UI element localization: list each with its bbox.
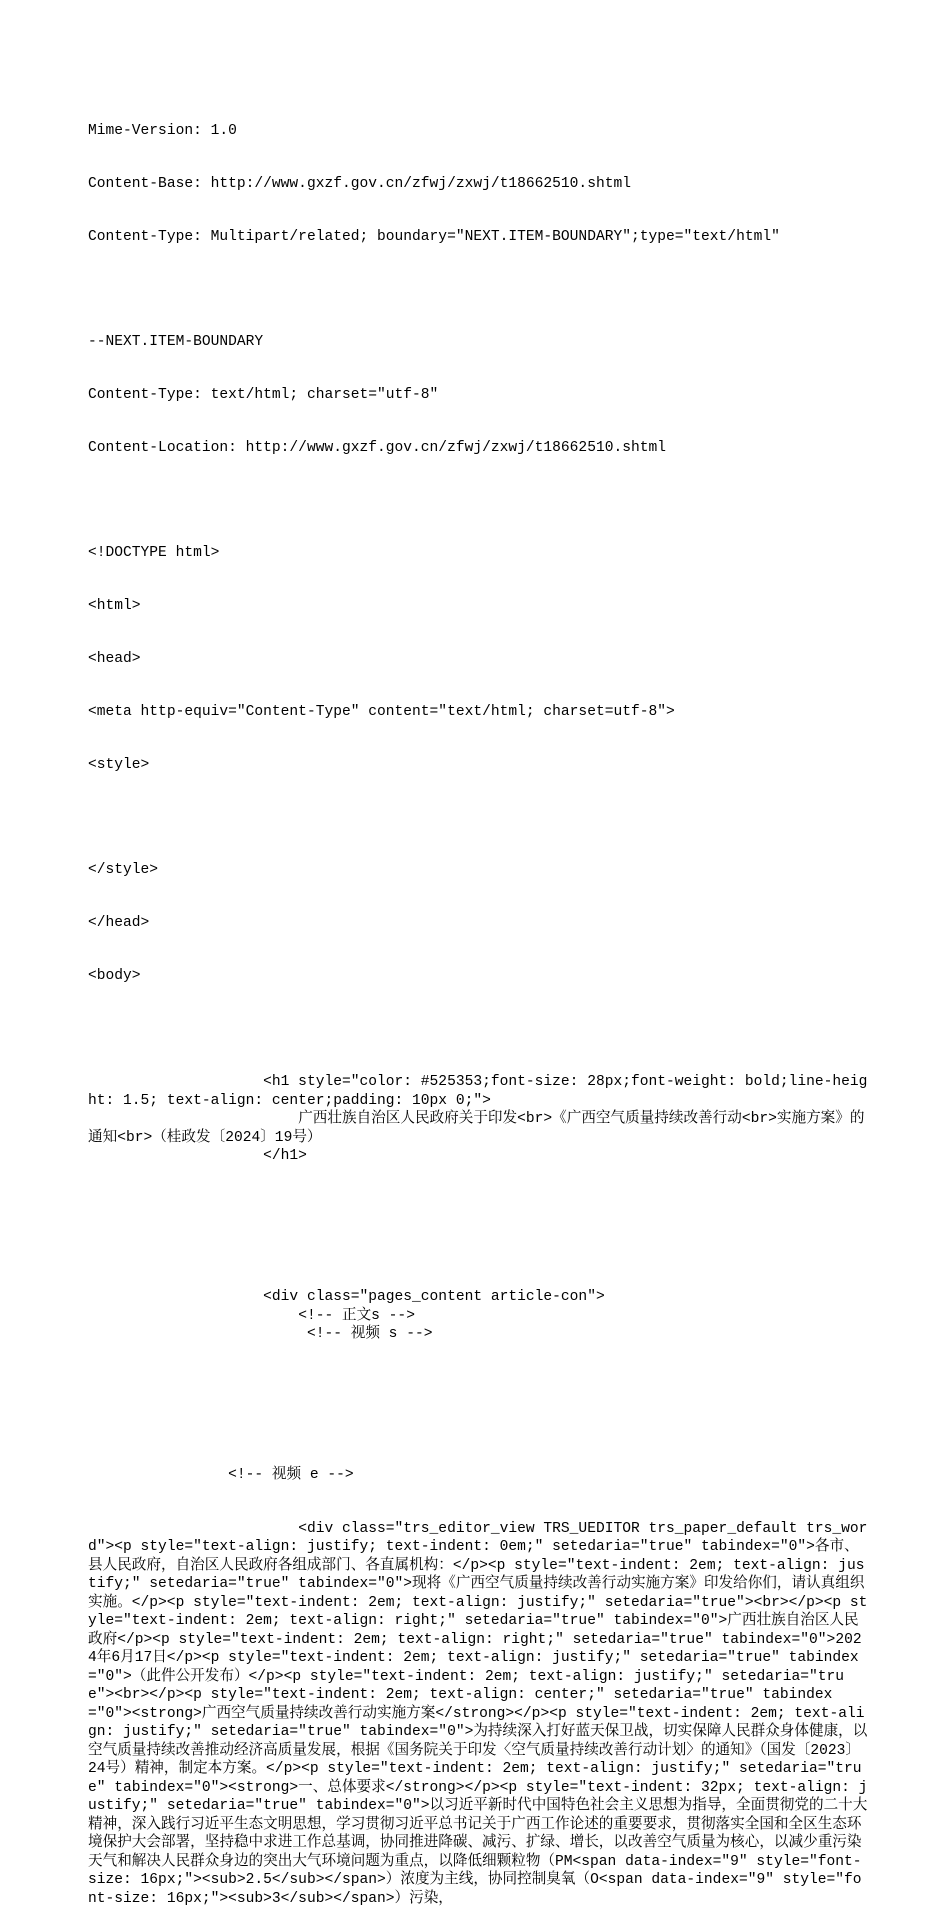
head-open-line: <head> <box>88 651 141 667</box>
content-base-line: Content-Base: http://www.gxzf.gov.cn/zfwj/zxwj/t18662510.shtml <box>88 175 631 192</box>
video-end-comment: <!-- 视频 e --> <box>88 1467 354 1483</box>
content-type-line: Content-Type: Multipart/related; boundary="NEXT.ITEM-BOUNDARY";type="text/html" <box>88 228 780 245</box>
blank-lines <box>88 1379 868 1431</box>
head-close-line: </head> <box>88 914 150 931</box>
meta-line: <meta http-equiv="Content-Type" content="text/html; charset=utf-8"> <box>88 703 675 720</box>
content-div-block: <div class="pages_content article-con"> <!-- 正文s --> <!-- 视频 s --> <box>263 1289 605 1343</box>
style-open-line: <style> <box>88 756 150 773</box>
blank-lines <box>88 1201 868 1253</box>
h1-title-block: <h1 style="color: #525353;font-size: 28px;font-weight: bold;line-height: 1.5; text-align: center;padding: 10px 0;"> 广西壮族自治区人民政府关于印发<br>《广西空气质量持续改善行动<br>实施方案》的通知<br>（桂政发〔2024〕19号） </h1> <box>88 1074 868 1165</box>
blank-line <box>88 493 868 511</box>
source-document <box>88 88 868 1926</box>
blank-line <box>88 1020 868 1038</box>
body-open-line: <body> <box>88 967 141 984</box>
boundary-line: --NEXT.ITEM-BOUNDARY <box>88 334 264 351</box>
content-location-line: Content-Location: http://www.gxzf.gov.cn/zfwj/zxwj/t18662510.shtml <box>88 439 667 456</box>
doctype-line: <!DOCTYPE html> <box>88 545 220 562</box>
html-open-line: <html> <box>88 598 141 615</box>
blank-line <box>88 809 868 827</box>
style-close-line: </style> <box>88 862 159 879</box>
mime-version-line: Mime-Version: 1.0 <box>88 123 237 140</box>
blank-line <box>88 282 868 300</box>
part-content-type-line: Content-Type: text/html; charset="utf-8" <box>88 387 439 404</box>
editor-view-block: <div class="trs_editor_view TRS_UEDITOR trs_paper_default trs_word"><p style="text-align: justify; text-indent: 0em;" setedaria="true" tabindex="0">各市、县人民政府，自治区人民政府各组成部门、各直属机构：</p><p style="text-indent: 2em; text-align: justify;" setedaria="true" tabindex="0">现将《广西空气质量持续改善行动实施方案》印发给你们，请认真组织实施。</p><p style="text-indent: 2em; text-align: justify;" setedaria="true"><br></p><p style="text-indent: 2em; text-align: right;" setedaria="true" tabindex="0">广西壮族自治区人民政府</p><p style="text-indent: 2em; text-align: right;" setedaria="true" tabindex="0">2024年6月17日</p><p style="text-indent: 2em; text-align: justify;" setedaria="true" tabindex="0">（此件公开发布）</p><p style="text-indent: 2em; text-align: justify;" setedaria="true"><br></p><p style="text-indent: 2em; text-align: center;" setedaria="true" tabindex="0"><strong>广西空气质量持续改善行动实施方案</strong></p><p style="text-indent: 2em; text-align: justify;" setedaria="true" tabindex="0">为持续深入打好蓝天保卫战，切实保障人民群众身体健康，以空气质量持续改善推动经济高质量发展，根据《国务院关于印发〈空气质量持续改善行动计划〉的通知》（国发〔2023〕24号）精神，制定本方案。</p><p style="text-indent: 2em; text-align: justify;" setedaria="true" tabindex="0"><strong>一、总体要求</strong></p><p style="text-indent: 32px; text-align: justify;" setedaria="true" tabindex="0">以习近平新时代中国特色社会主义思想为指导，全面贯彻党的二十大精神，深入践行习近平生态文明思想，学习贯彻习近平总书记关于广西工作论述的重要要求，贯彻落实全国和全区生态环境保护大会部署，坚持稳中求进工作总基调，协同推进降碳、减污、扩绿、增长，以改善空气质量为核心，以减少重污染天气和解决人民群众身边的突出大气环境问题为重点，以降低细颗粒物（PM<span data-index="9" style="font-size: 16px;"><sub>2.5</sub></span>）浓度为主线，协同控制臭氧（O<span data-index="9" style="font-size: 16px;"><sub>3</sub></span>）污染， <box>88 1520 868 1907</box>
